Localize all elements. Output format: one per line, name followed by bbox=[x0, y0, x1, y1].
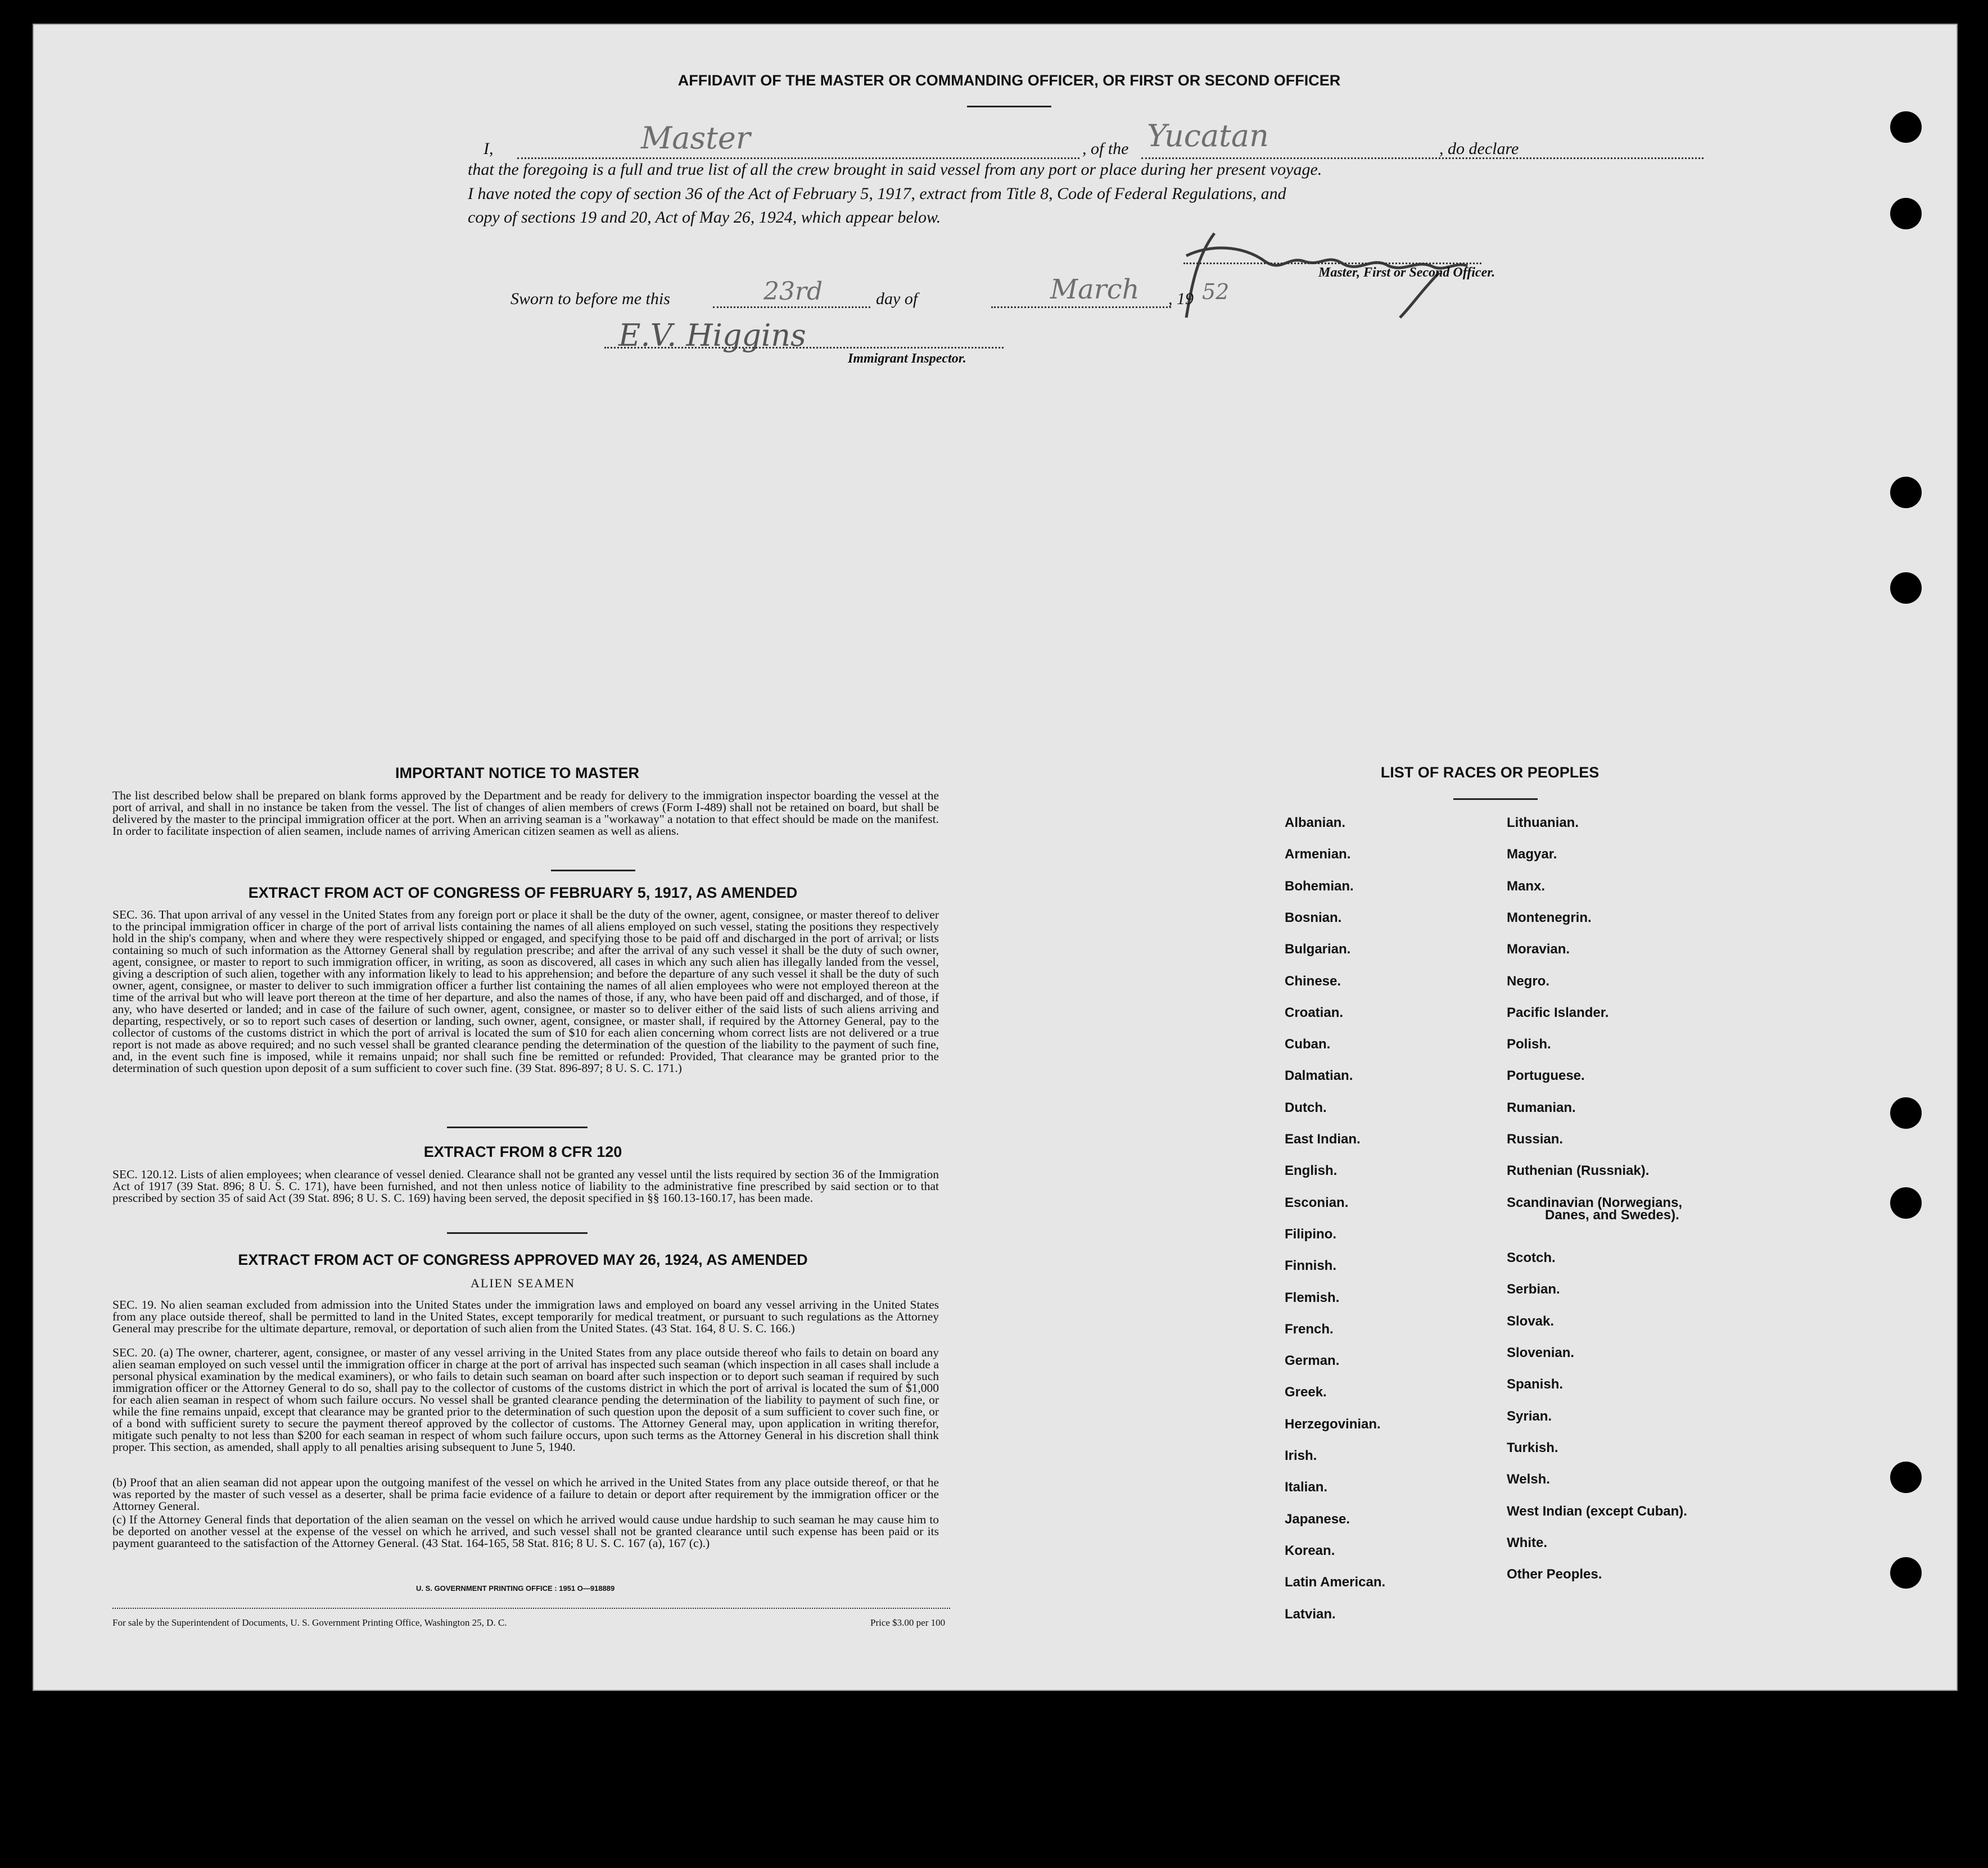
extract-1924-title: EXTRACT FROM ACT OF CONGRESS APPROVED MAY 26, 1924, AS AMENDED bbox=[238, 1251, 808, 1268]
extract-1917-text: SEC. 36. That upon arrival of any vessel in the United States from any foreign port or place it shall be the duty of the owner, agent, consignee, or master thereof to deliver to the principal immigration officer in charge of the port of arrival lists containing the names of all aliens employed on such vessel, stating the positions they respectively hold in the ship's company, when and where they were respectively shipped or engaged, and specifying those to be paid off and discharged in the port of arrival; or lists containing so much of such information as the Attorney General shall by regulation prescribe; and after the arrival of any such vessel it shall be the duty of such owner, agent, consignee, or master to report to such immigration officer, in writing, as soon as discovered, all cases in which any such alien has illegally landed from the vessel, giving a description of such alien, together with any information likely to lead to his apprehension; and before the departure of any such vessel it shall be the duty of such owner, agent, consignee, or master to deliver to such immigration officer a further list containing the names of all alien employees who were not employed thereon at the time of the arrival but who will leave port thereon at the time of her departure, and also the names of those, if any, who have been paid off and discharged, and of those, if any, who have deserted or landed; and in case of the failure of such owner, agent, consignee, or master so to deliver either of the said lists of such aliens arriving and departing, respectively, or so to report such cases of desertion or landing, such owner, agent, consignee, or master shall, if required by the Attorney General, pay to the collector of customs of the customs district in which the port of arrival is located the sum of $10 for each alien concerning whom correct lists are not delivered or a true report is not made as above required; and no such vessel shall be granted clearance pending the determination of the question of the liability to the payment of such fine, and, in the event such fine is imposed, while it remains unpaid; nor shall such fine be remitted or refunded: Provided, That clearance may be granted prior to the determination of such question upon deposit of a sum sufficient to cover such fine. (39 Stat. 896-897; 8 U. S. C. 171.) bbox=[112, 908, 939, 1075]
race-item: Lithuanian. bbox=[1507, 815, 1579, 830]
race-item: Bohemian. bbox=[1285, 878, 1354, 894]
race-item: Other Peoples. bbox=[1507, 1567, 1602, 1582]
race-item: Syrian. bbox=[1507, 1408, 1552, 1424]
binder-hole bbox=[1890, 1557, 1922, 1589]
declaration-prefix: I, bbox=[484, 139, 494, 158]
race-item: Moravian. bbox=[1507, 942, 1570, 957]
race-item: Russian. bbox=[1507, 1132, 1564, 1147]
race-item: Scotch. bbox=[1507, 1250, 1556, 1266]
signature-label: Master, First or Second Officer. bbox=[1318, 265, 1495, 280]
affidavit-title: AFFIDAVIT OF THE MASTER OR COMMANDING OFFICER, OR FIRST OR SECOND OFFICER bbox=[677, 72, 1341, 89]
race-item: Serbian. bbox=[1507, 1282, 1560, 1297]
race-item: Herzegovinian. bbox=[1285, 1416, 1381, 1432]
declaration-of-the: , of the bbox=[1082, 139, 1129, 158]
race-item: Armenian. bbox=[1285, 847, 1351, 862]
race-item: Latin American. bbox=[1285, 1575, 1386, 1590]
race-item: English. bbox=[1285, 1163, 1338, 1179]
binder-hole bbox=[1890, 198, 1922, 229]
race-item: Bosnian. bbox=[1285, 910, 1342, 925]
notice-text: The list described below shall be prepared on blank forms approved by the Department and be ready for delivery to the immigration inspector boarding the vessel at the port of arrival, and shall in no instance be taken from the vessel. The list of changes of alien members of crews (Form I-489) shall not be retained on board, but shall be delivered by the master to the principal immigration officer at the port. When an arriving seaman is a "workaway" a notation to that effect should be made on the manifest. In order to facilitate inspection of alien seamen, include names of arriving American citizen seamen as well as aliens. bbox=[112, 789, 939, 838]
race-item: Irish. bbox=[1285, 1448, 1317, 1463]
extract-1924-sec20b: (b) Proof that an alien seaman did not appear upon the outgoing manifest of the vessel on which he arrived in the United States from any place outside thereof, or that he was reported by the master of such vessel as a deserter, shall be prima facie evidence of a failure to detain or deport after requirement by the immigration officer or the Attorney General. bbox=[112, 1476, 939, 1513]
extract-cfr-text: SEC. 120.12. Lists of alien employees; when clearance of vessel denied. Clearance shall not be granted any vessel until the lists required by section 36 of the Immigration Act of 1917 (39 Stat. 896; 8 U. S. C. 171), have been furnished, and not then unless notice of liability to the administrative fine prescribed by said section or to that prescribed by section 35 of said Act (39 Stat. 896; 8 U. S. C. 169) having been served, the deposit specified in §§ 160.13-160.17, has been made. bbox=[112, 1168, 939, 1205]
sworn-prefix: Sworn to before me this bbox=[510, 290, 670, 308]
notice-title: IMPORTANT NOTICE TO MASTER bbox=[395, 765, 639, 781]
footer-sale-text: For sale by the Superintendent of Documents, U. S. Government Printing Office, Washington 25, D. C. bbox=[112, 1617, 507, 1628]
race-item: Magyar. bbox=[1507, 847, 1557, 862]
extract-1924-sec19: SEC. 19. No alien seaman excluded from admission into the United States under the immigration laws and employed on board any vessel arriving in the United States from any place outside thereof, shall be permitted to land in the United States, except temporarily for medical treatment, or pursuant to such regulations as the Attorney General may prescribe for the ultimate departure, removal, or deportation of such alien from the United States. (43 Stat. 164, 8 U. S. C. 166.) bbox=[112, 1298, 939, 1335]
binder-hole bbox=[1890, 111, 1922, 143]
alien-seamen-subtitle: ALIEN SEAMEN bbox=[471, 1276, 575, 1290]
vessel-name-handwritten: Yucatan bbox=[1147, 118, 1269, 153]
race-item: German. bbox=[1285, 1353, 1340, 1369]
race-item: Ruthenian (Russniak). bbox=[1507, 1163, 1650, 1179]
race-item: Filipino. bbox=[1285, 1226, 1336, 1242]
inspector-label: Immigrant Inspector. bbox=[848, 351, 966, 366]
sworn-year-handwritten: 52 bbox=[1202, 279, 1230, 304]
race-item: Japanese. bbox=[1285, 1511, 1350, 1527]
sworn-day-handwritten: 23rd bbox=[763, 277, 823, 306]
race-item: Flemish. bbox=[1285, 1290, 1340, 1305]
race-item: Polish. bbox=[1507, 1037, 1551, 1052]
extract-cfr-title: EXTRACT FROM 8 CFR 120 bbox=[423, 1143, 622, 1160]
race-item: Croatian. bbox=[1285, 1005, 1344, 1020]
binder-hole bbox=[1890, 1462, 1922, 1493]
binder-hole bbox=[1890, 1097, 1922, 1129]
race-item: Slovenian. bbox=[1507, 1345, 1575, 1361]
extract-1917-title: EXTRACT FROM ACT OF CONGRESS OF FEBRUARY 5, 1917, AS AMENDED bbox=[248, 884, 798, 901]
race-item: Dalmatian. bbox=[1285, 1068, 1353, 1084]
sworn-day-of: day of bbox=[876, 290, 918, 308]
race-item: Dutch. bbox=[1285, 1100, 1327, 1115]
extract-1924-sec20a: SEC. 20. (a) The owner, charterer, agent, consignee, or master of any vessel arriving in the United States from any place outside thereof who fails to detain on board any alien seaman employed on such vessel until the immigration officer in charge at the port of arrival has inspected such seaman (which inspection in all cases shall include a personal physical examination by the medical examiners), or who fails to detain such seaman on board after such inspection or to deport such seaman if required by such immigration officer or the Attorney General to do so, shall pay to the collector of customs of the customs district in which the port of arrival is located the sum of $1,000 for each alien seaman in respect of whom such failure occurs. No vessel shall be granted clearance pending the determination of the liability to payment of such fine, or while the fine remains unpaid, except that clearance may be granted prior to the determination of such question upon the deposit of a sum sufficient to cover such fine, or of a bond with sufficient surety to secure the payment thereof approved by the collector of customs. The Attorney General may, upon application in writing therefor, mitigate such penalty to not less than $200 for each seaman in respect of whom such failure occurs, upon such terms as the Attorney General in his discretion shall think proper. This section, as amended, shall apply to all penalties arising subsequent to June 5, 1940. bbox=[112, 1346, 939, 1454]
race-item: Italian. bbox=[1285, 1480, 1328, 1495]
race-item: White. bbox=[1507, 1535, 1547, 1550]
race-item: Montenegrin. bbox=[1507, 910, 1592, 925]
race-item: Finnish. bbox=[1285, 1258, 1336, 1274]
declaration-do-declare: , do declare bbox=[1439, 139, 1519, 158]
race-item: Albanian. bbox=[1285, 815, 1346, 830]
race-item: Greek. bbox=[1285, 1385, 1327, 1400]
race-item: Esconian. bbox=[1285, 1195, 1349, 1210]
binder-hole bbox=[1890, 572, 1922, 604]
race-item: Slovak. bbox=[1507, 1313, 1555, 1329]
race-item: Rumanian. bbox=[1507, 1100, 1576, 1115]
race-item: French. bbox=[1285, 1321, 1334, 1337]
title-divider bbox=[967, 106, 1051, 107]
races-title: LIST OF RACES OR PEOPLES bbox=[1380, 764, 1600, 781]
printing-office-imprint: U. S. GOVERNMENT PRINTING OFFICE : 1951 O—918889 bbox=[416, 1584, 615, 1593]
race-item: Chinese. bbox=[1285, 973, 1341, 989]
declaration-body-2: I have noted the copy of section 36 of the Act of February 5, 1917, extract from Title 8, Code of Federal Regulations, and bbox=[468, 184, 1286, 203]
race-item: Bulgarian. bbox=[1285, 942, 1351, 957]
race-item: Korean. bbox=[1285, 1543, 1335, 1558]
race-item: West Indian (except Cuban). bbox=[1507, 1503, 1687, 1519]
race-item: Portuguese. bbox=[1507, 1068, 1585, 1084]
race-item: Welsh. bbox=[1507, 1472, 1550, 1487]
race-item: Cuban. bbox=[1285, 1037, 1331, 1052]
race-item: Turkish. bbox=[1507, 1440, 1558, 1455]
footer-price: Price $3.00 per 100 bbox=[870, 1617, 946, 1628]
sworn-month-handwritten: March bbox=[1050, 274, 1140, 305]
master-name-handwritten: Master bbox=[641, 120, 751, 156]
race-item: Pacific Islander. bbox=[1507, 1005, 1609, 1020]
extract-1924-sec20c: (c) If the Attorney General finds that deportation of the alien seaman on the vessel on which he arrived would cause undue hardship to such seaman he may cause him to be deported on another vessel at the expense of the vessel on which he arrived, and such vessel shall not be granted clearance until such expense has been paid or its payment guaranteed to the satisfaction of the Attorney General. (43 Stat. 164-165, 58 Stat. 816; 8 U. S. C. 167 (a), 167 (c).) bbox=[112, 1513, 939, 1550]
declaration-body-3: copy of sections 19 and 20, Act of May 26, 1924, which appear below. bbox=[468, 208, 941, 227]
inspector-signature: E.V. Higgins bbox=[618, 318, 806, 353]
binder-hole bbox=[1890, 477, 1922, 508]
race-item: Spanish. bbox=[1507, 1377, 1564, 1392]
race-item: Latvian. bbox=[1285, 1606, 1336, 1622]
race-item: Scandinavian (Norwegians, bbox=[1507, 1195, 1683, 1210]
race-item: Manx. bbox=[1507, 878, 1546, 894]
binder-hole bbox=[1890, 1187, 1922, 1219]
sworn-year-prefix: , 19 bbox=[1168, 290, 1194, 308]
race-item: Negro. bbox=[1507, 973, 1550, 989]
declaration-body-1: that the foregoing is a full and true list of all the crew brought in said vessel from any port or place during her present voyage. bbox=[468, 160, 1322, 179]
race-item: East Indian. bbox=[1285, 1132, 1361, 1147]
race-item: Danes, and Swedes). bbox=[1545, 1207, 1679, 1223]
